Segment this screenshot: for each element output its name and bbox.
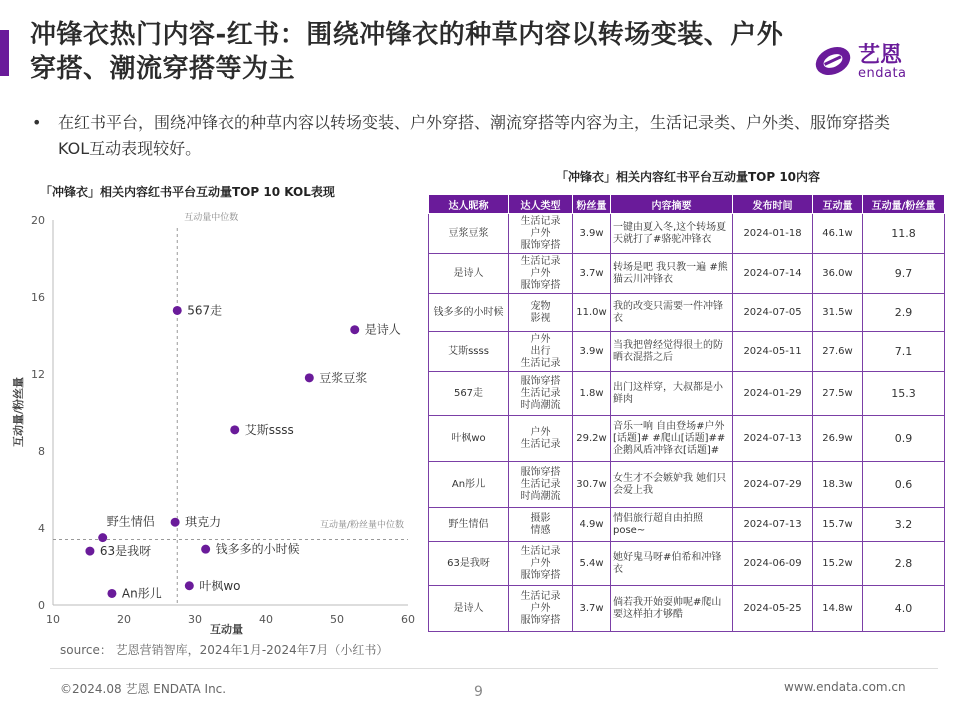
y-tick-label: 0 bbox=[38, 599, 45, 612]
table-cell-fans: 11.0w bbox=[573, 294, 611, 332]
point-label: 艾斯ssss bbox=[244, 422, 294, 437]
source-note: source： 艺恩营销智库，2024年1月-2024年7月（小红书） bbox=[60, 643, 389, 657]
page-number: 9 bbox=[474, 684, 483, 700]
table-cell-inter: 36.0w bbox=[813, 254, 863, 294]
table-cell-type: 生活记录 户外 服饰穿搭 bbox=[509, 586, 573, 632]
table-cell-summary: 转场是吧 我只教一遍 #熊猫云川冲锋衣 bbox=[611, 254, 733, 294]
scatter-point bbox=[185, 581, 194, 590]
scatter-point bbox=[230, 425, 239, 434]
x-tick-label: 10 bbox=[46, 613, 60, 626]
table-cell-fans: 3.9w bbox=[573, 332, 611, 372]
scatter-point bbox=[107, 589, 116, 598]
table-cell-name: 钱多多的小时候 bbox=[429, 294, 509, 332]
table-cell-inter: 18.3w bbox=[813, 462, 863, 508]
table-cell-name: An彤儿 bbox=[429, 462, 509, 508]
x-tick-label: 30 bbox=[188, 613, 202, 626]
table-cell-inter: 27.5w bbox=[813, 372, 863, 416]
table-cell-date: 2024-05-11 bbox=[733, 332, 813, 372]
table-header-cell: 发布时间 bbox=[733, 195, 813, 214]
table-cell-date: 2024-07-14 bbox=[733, 254, 813, 294]
table-cell-summary: 出门这样穿，大叔都是小鲜肉 bbox=[611, 372, 733, 416]
scatter-point bbox=[85, 547, 94, 556]
point-label: 野生情侣 bbox=[106, 514, 155, 529]
table-cell-name: 567走 bbox=[429, 372, 509, 416]
point-label: 叶枫wo bbox=[199, 578, 241, 593]
table-cell-date: 2024-06-09 bbox=[733, 542, 813, 586]
table-row bbox=[429, 372, 945, 416]
table-cell-name: 是诗人 bbox=[429, 586, 509, 632]
table-row bbox=[429, 542, 945, 586]
table-cell-inter: 15.7w bbox=[813, 508, 863, 542]
point-label: 是诗人 bbox=[364, 322, 401, 337]
table-cell-summary: 一键由夏入冬,这个转场夏天就打了#骆驼冲锋衣 bbox=[611, 214, 733, 254]
median-x-label: 互动量中位数 bbox=[184, 213, 239, 223]
table-row bbox=[429, 416, 945, 462]
x-axis-title: 互动量 bbox=[210, 623, 243, 636]
table-cell-summary: 当我把曾经觉得很土的防晒衣混搭之后 bbox=[611, 332, 733, 372]
y-tick-label: 4 bbox=[38, 522, 45, 535]
table-cell-summary: 我的改变只需要一件冲锋衣 bbox=[611, 294, 733, 332]
table-cell-type: 摄影 情感 bbox=[509, 508, 573, 542]
page-title: 冲锋衣热门内容-红书：围绕冲锋衣的种草内容以转场变装、户外穿搭、潮流穿搭等为主 bbox=[30, 20, 784, 84]
table-cell-fans: 4.9w bbox=[573, 508, 611, 542]
table-cell-inter: 26.9w bbox=[813, 416, 863, 462]
table-row bbox=[429, 462, 945, 508]
x-tick-label: 20 bbox=[117, 613, 131, 626]
scatter-point bbox=[98, 533, 107, 542]
table-cell-date: 2024-01-18 bbox=[733, 214, 813, 254]
table-cell-fans: 29.2w bbox=[573, 416, 611, 462]
chart-title: 「冲锋衣」相关内容红书平台互动量TOP 10 KOL表现 bbox=[40, 185, 335, 199]
table-cell-name: 野生情侣 bbox=[429, 508, 509, 542]
table-title: 「冲锋衣」相关内容红书平台互动量TOP 10内容 bbox=[555, 170, 821, 184]
table-cell-date: 2024-07-13 bbox=[733, 416, 813, 462]
table-cell-ratio: 15.3 bbox=[863, 372, 945, 416]
table-cell-summary: 音乐一响 自由登场#户外[话题]# #爬山[话题]##企鹅风盾冲锋衣[话题]# bbox=[611, 416, 733, 462]
table-cell-type: 服饰穿搭 生活记录 时尚潮流 bbox=[509, 462, 573, 508]
table-cell-fans: 3.7w bbox=[573, 254, 611, 294]
y-tick-label: 8 bbox=[38, 445, 45, 458]
footer-url: www.endata.com.cn bbox=[784, 680, 906, 694]
table-cell-type: 生活记录 户外 服饰穿搭 bbox=[509, 542, 573, 586]
scatter-point bbox=[350, 325, 359, 334]
bullet-text: 在红书平台，围绕冲锋衣的种草内容以转场变装、户外穿搭、潮流穿搭等内容为主，生活记录类、户外类、服饰穿搭类KOL互动表现较好。 bbox=[58, 113, 891, 158]
table-cell-fans: 1.8w bbox=[573, 372, 611, 416]
y-axis-title: 互动量/粉丝量 bbox=[12, 376, 25, 448]
x-tick-label: 50 bbox=[330, 613, 344, 626]
table-row bbox=[429, 586, 945, 632]
table-cell-summary: 她好鬼马呀#伯希和冲锋衣 bbox=[611, 542, 733, 586]
scatter-point bbox=[171, 518, 180, 527]
table-cell-date: 2024-07-29 bbox=[733, 462, 813, 508]
table-cell-inter: 46.1w bbox=[813, 214, 863, 254]
kol-table bbox=[428, 194, 945, 632]
table-cell-ratio: 7.1 bbox=[863, 332, 945, 372]
table-row bbox=[429, 254, 945, 294]
endata-logo-icon bbox=[812, 38, 854, 80]
logo-en-text: endata bbox=[858, 66, 907, 81]
x-tick-label: 60 bbox=[401, 613, 415, 626]
point-label: An彤儿 bbox=[121, 586, 162, 601]
table-cell-ratio: 2.9 bbox=[863, 294, 945, 332]
table-cell-ratio: 4.0 bbox=[863, 586, 945, 632]
table-cell-fans: 3.7w bbox=[573, 586, 611, 632]
table-cell-inter: 15.2w bbox=[813, 542, 863, 586]
footer-divider bbox=[50, 668, 938, 669]
table-row bbox=[429, 332, 945, 372]
table-cell-fans: 30.7w bbox=[573, 462, 611, 508]
table-header-cell: 达人类型 bbox=[509, 195, 573, 214]
median-y-label: 互动量/粉丝量中位数 bbox=[319, 520, 404, 531]
table-cell-name: 63是我呀 bbox=[429, 542, 509, 586]
table-row bbox=[429, 294, 945, 332]
table-cell-summary: 情侣旅行超自由拍照pose~ bbox=[611, 508, 733, 542]
table-cell-inter: 27.6w bbox=[813, 332, 863, 372]
table-body bbox=[429, 214, 945, 632]
table-cell-type: 户外 生活记录 bbox=[509, 416, 573, 462]
y-tick-label: 16 bbox=[31, 291, 45, 304]
point-label: 琪克力 bbox=[185, 515, 222, 530]
table-cell-name: 艾斯ssss bbox=[429, 332, 509, 372]
table-cell-type: 生活记录 户外 服饰穿搭 bbox=[509, 214, 573, 254]
table-cell-name: 叶枫wo bbox=[429, 416, 509, 462]
table-cell-inter: 31.5w bbox=[813, 294, 863, 332]
table-cell-name: 是诗人 bbox=[429, 254, 509, 294]
table-cell-name: 豆浆豆浆 bbox=[429, 214, 509, 254]
table-header-cell: 互动量/粉丝量 bbox=[863, 195, 945, 214]
logo-cn-text: 艺恩 bbox=[858, 43, 903, 68]
y-tick-label: 20 bbox=[31, 214, 45, 227]
endata-logo bbox=[812, 38, 932, 88]
scatter-point bbox=[305, 373, 314, 382]
point-label: 豆浆豆浆 bbox=[319, 370, 368, 385]
scatter-chart bbox=[0, 200, 425, 640]
scatter-point bbox=[201, 545, 210, 554]
table-cell-fans: 3.9w bbox=[573, 214, 611, 254]
table-cell-ratio: 9.7 bbox=[863, 254, 945, 294]
table-cell-ratio: 2.8 bbox=[863, 542, 945, 586]
point-label: 567走 bbox=[187, 303, 223, 318]
table-cell-ratio: 0.9 bbox=[863, 416, 945, 462]
scatter-point bbox=[173, 306, 182, 315]
table-row bbox=[429, 214, 945, 254]
table-cell-date: 2024-07-05 bbox=[733, 294, 813, 332]
table-cell-date: 2024-05-25 bbox=[733, 586, 813, 632]
table-cell-type: 户外 出行 生活记录 bbox=[509, 332, 573, 372]
table-header-cell: 粉丝量 bbox=[573, 195, 611, 214]
table-cell-ratio: 0.6 bbox=[863, 462, 945, 508]
table-cell-inter: 14.8w bbox=[813, 586, 863, 632]
table-cell-ratio: 3.2 bbox=[863, 508, 945, 542]
point-label: 63是我呀 bbox=[99, 544, 152, 559]
table-row bbox=[429, 508, 945, 542]
table-cell-date: 2024-07-13 bbox=[733, 508, 813, 542]
table-header-cell: 互动量 bbox=[813, 195, 863, 214]
table-header-cell: 达人昵称 bbox=[429, 195, 509, 214]
table-cell-ratio: 11.8 bbox=[863, 214, 945, 254]
x-tick-label: 40 bbox=[259, 613, 273, 626]
table-cell-type: 宠物 影视 bbox=[509, 294, 573, 332]
title-accent-bar bbox=[0, 30, 9, 76]
table-cell-type: 生活记录 户外 服饰穿搭 bbox=[509, 254, 573, 294]
table-cell-summary: 倘若我开始耍帅呢#爬山要这样拍才够酷 bbox=[611, 586, 733, 632]
table-header-cell: 内容摘要 bbox=[611, 195, 733, 214]
table-header-row bbox=[429, 195, 945, 214]
point-label: 钱多多的小时候 bbox=[215, 542, 300, 557]
bullet-dot: • bbox=[32, 113, 42, 132]
footer-copyright: ©2024.08 艺恩 ENDATA Inc. bbox=[60, 682, 227, 696]
table-cell-type: 服饰穿搭 生活记录 时尚潮流 bbox=[509, 372, 573, 416]
y-tick-label: 12 bbox=[31, 368, 45, 381]
table-cell-date: 2024-01-29 bbox=[733, 372, 813, 416]
table-cell-summary: 女生才不会嫉妒我 她们只会爱上我 bbox=[611, 462, 733, 508]
table-cell-fans: 5.4w bbox=[573, 542, 611, 586]
